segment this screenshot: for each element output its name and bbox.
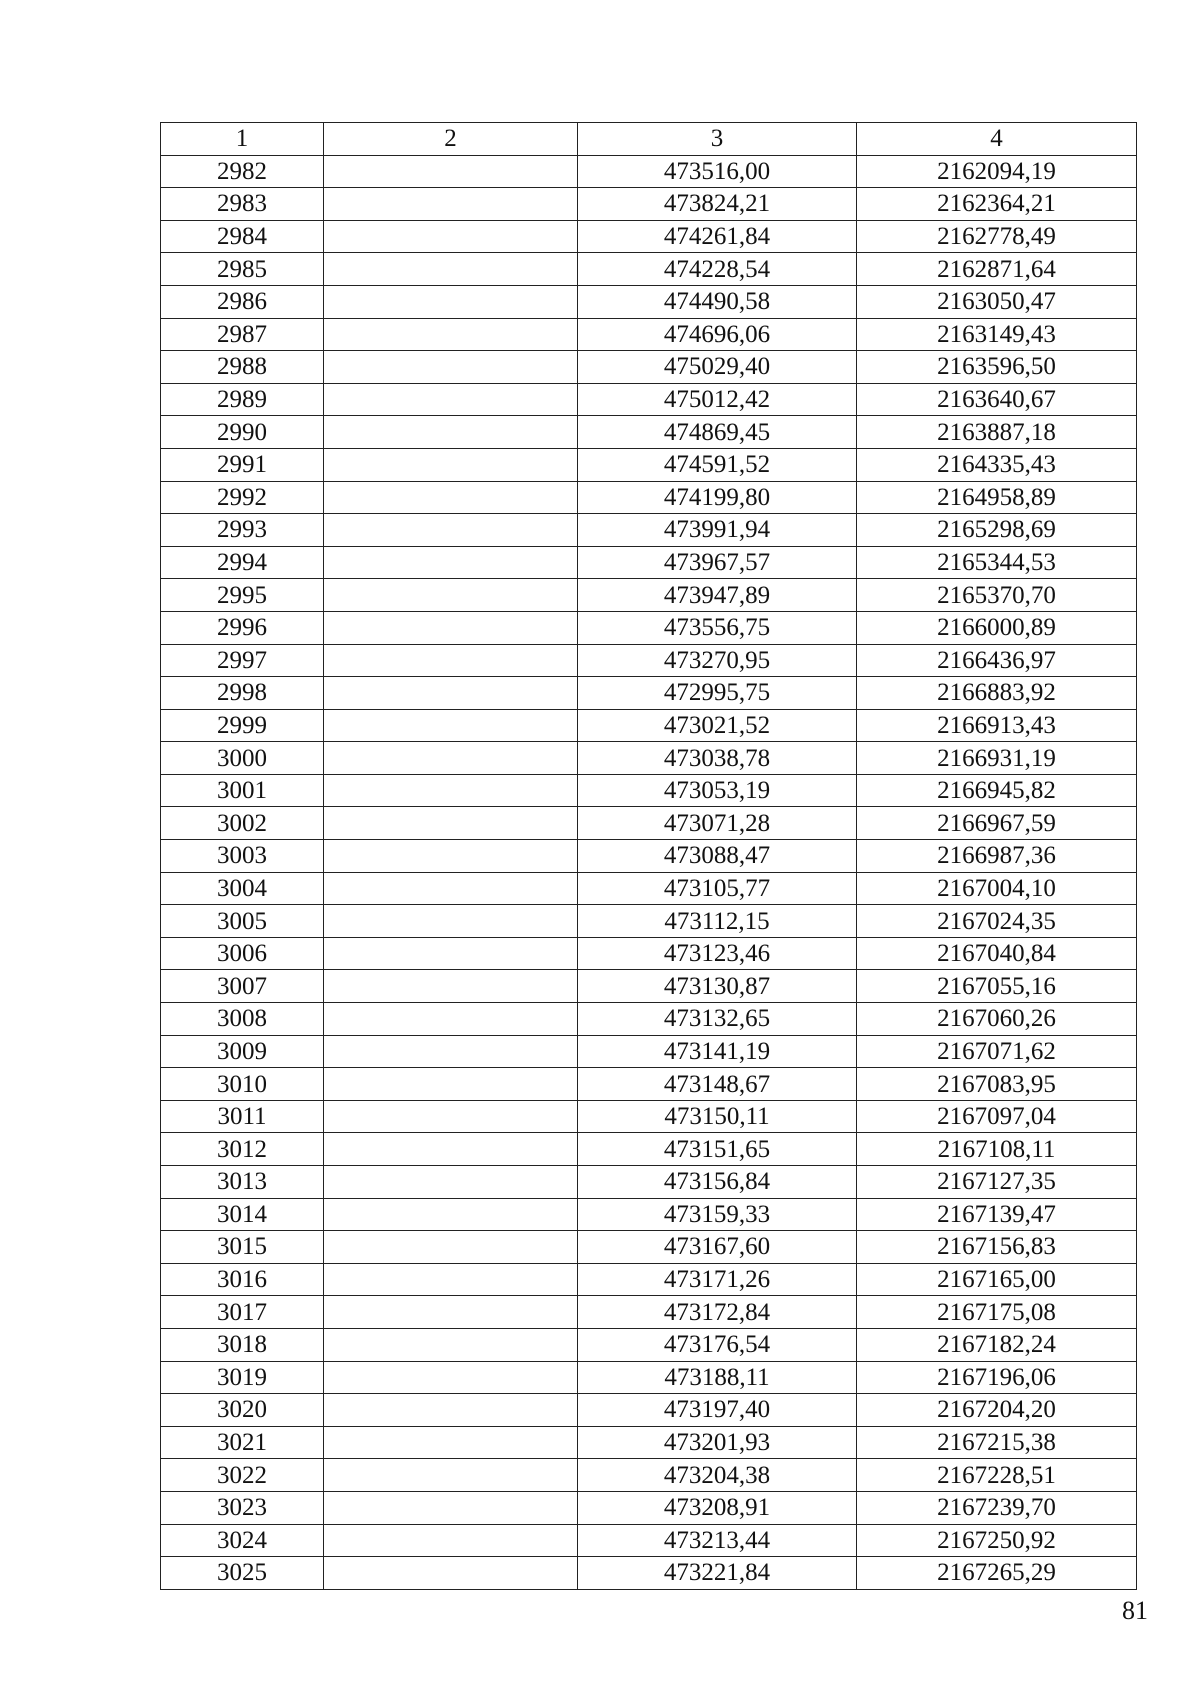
table-row [161, 840, 1137, 873]
y-coordinate-cell: 2166945,82 [857, 774, 1137, 807]
x-coordinate-cell: 473159,33 [578, 1198, 857, 1231]
point-number-cell: 3010 [161, 1068, 324, 1101]
y-coordinate-cell: 2167097,04 [857, 1100, 1137, 1133]
table-row [161, 383, 1137, 416]
x-coordinate-cell: 475029,40 [578, 351, 857, 384]
x-coordinate-cell: 474696,06 [578, 318, 857, 351]
y-coordinate-cell: 2167215,38 [857, 1426, 1137, 1459]
column-2-cell [324, 416, 578, 449]
x-coordinate-cell: 473176,54 [578, 1328, 857, 1361]
point-number-cell: 2999 [161, 709, 324, 742]
column-2-cell [324, 677, 578, 710]
y-coordinate-cell: 2167265,29 [857, 1557, 1137, 1590]
x-coordinate-cell: 473156,84 [578, 1166, 857, 1199]
y-coordinate-cell: 2167228,51 [857, 1459, 1137, 1492]
point-number-cell: 2996 [161, 611, 324, 644]
column-2-cell [324, 579, 578, 612]
column-2-cell [324, 318, 578, 351]
table-row [161, 546, 1137, 579]
y-coordinate-cell: 2166436,97 [857, 644, 1137, 677]
point-number-cell: 3008 [161, 1003, 324, 1036]
table-row [161, 1328, 1137, 1361]
point-number-cell: 3013 [161, 1166, 324, 1199]
column-2-cell [324, 285, 578, 318]
column-2-cell [324, 1003, 578, 1036]
table-row [161, 579, 1137, 612]
y-coordinate-cell: 2167004,10 [857, 872, 1137, 905]
table-row [161, 1198, 1137, 1231]
y-coordinate-cell: 2167250,92 [857, 1524, 1137, 1557]
point-number-cell: 2992 [161, 481, 324, 514]
column-2-cell [324, 1491, 578, 1524]
point-number-cell: 2991 [161, 448, 324, 481]
x-coordinate-cell: 473270,95 [578, 644, 857, 677]
x-coordinate-cell: 473132,65 [578, 1003, 857, 1036]
column-2-cell [324, 1524, 578, 1557]
table-row [161, 1394, 1137, 1427]
x-coordinate-cell: 473071,28 [578, 807, 857, 840]
x-coordinate-cell: 473208,91 [578, 1491, 857, 1524]
point-number-cell: 3022 [161, 1459, 324, 1492]
table-row [161, 351, 1137, 384]
x-coordinate-cell: 473141,19 [578, 1035, 857, 1068]
y-coordinate-cell: 2167156,83 [857, 1231, 1137, 1264]
table-row [161, 448, 1137, 481]
table-row [161, 1263, 1137, 1296]
point-number-cell: 3014 [161, 1198, 324, 1231]
x-coordinate-cell: 474261,84 [578, 220, 857, 253]
point-number-cell: 3011 [161, 1100, 324, 1133]
point-number-cell: 3025 [161, 1557, 324, 1590]
table-row [161, 742, 1137, 775]
x-coordinate-cell: 473130,87 [578, 970, 857, 1003]
table-row [161, 155, 1137, 188]
x-coordinate-cell: 473213,44 [578, 1524, 857, 1557]
point-number-cell: 2989 [161, 383, 324, 416]
column-2-cell [324, 937, 578, 970]
point-number-cell: 2987 [161, 318, 324, 351]
point-number-cell: 3001 [161, 774, 324, 807]
x-coordinate-cell: 473088,47 [578, 840, 857, 873]
point-number-cell: 3003 [161, 840, 324, 873]
column-2-cell [324, 1361, 578, 1394]
table-row [161, 1035, 1137, 1068]
x-coordinate-cell: 473150,11 [578, 1100, 857, 1133]
point-number-cell: 2994 [161, 546, 324, 579]
page-number: 81 [1122, 1596, 1148, 1625]
point-number-cell: 2982 [161, 155, 324, 188]
x-coordinate-cell: 473516,00 [578, 155, 857, 188]
y-coordinate-cell: 2167040,84 [857, 937, 1137, 970]
y-coordinate-cell: 2162778,49 [857, 220, 1137, 253]
point-number-cell: 2985 [161, 253, 324, 286]
point-number-cell: 3018 [161, 1328, 324, 1361]
column-header-1: 1 [161, 123, 324, 156]
y-coordinate-cell: 2165298,69 [857, 514, 1137, 547]
x-coordinate-cell: 473151,65 [578, 1133, 857, 1166]
x-coordinate-cell: 473991,94 [578, 514, 857, 547]
table-body [161, 155, 1137, 1589]
x-coordinate-cell: 473824,21 [578, 188, 857, 221]
point-number-cell: 3021 [161, 1426, 324, 1459]
x-coordinate-cell: 474199,80 [578, 481, 857, 514]
y-coordinate-cell: 2163149,43 [857, 318, 1137, 351]
column-2-cell [324, 351, 578, 384]
point-number-cell: 2983 [161, 188, 324, 221]
table-row [161, 253, 1137, 286]
y-coordinate-cell: 2167055,16 [857, 970, 1137, 1003]
table-row [161, 677, 1137, 710]
column-2-cell [324, 1166, 578, 1199]
point-number-cell: 3019 [161, 1361, 324, 1394]
table-row [161, 1557, 1137, 1590]
y-coordinate-cell: 2167204,20 [857, 1394, 1137, 1427]
point-number-cell: 2998 [161, 677, 324, 710]
x-coordinate-cell: 473201,93 [578, 1426, 857, 1459]
point-number-cell: 3005 [161, 905, 324, 938]
column-2-cell [324, 905, 578, 938]
y-coordinate-cell: 2165370,70 [857, 579, 1137, 612]
column-2-cell [324, 155, 578, 188]
column-2-cell [324, 1133, 578, 1166]
x-coordinate-cell: 473221,84 [578, 1557, 857, 1590]
column-2-cell [324, 253, 578, 286]
point-number-cell: 3000 [161, 742, 324, 775]
x-coordinate-cell: 475012,42 [578, 383, 857, 416]
table-row [161, 872, 1137, 905]
x-coordinate-cell: 473967,57 [578, 546, 857, 579]
column-2-cell [324, 1394, 578, 1427]
column-2-cell [324, 1328, 578, 1361]
table-row [161, 1524, 1137, 1557]
point-number-cell: 3020 [161, 1394, 324, 1427]
y-coordinate-cell: 2167165,00 [857, 1263, 1137, 1296]
table-row [161, 220, 1137, 253]
y-coordinate-cell: 2162871,64 [857, 253, 1137, 286]
table-row [161, 807, 1137, 840]
x-coordinate-cell: 473947,89 [578, 579, 857, 612]
table-row [161, 188, 1137, 221]
column-2-cell [324, 840, 578, 873]
table-row [161, 1296, 1137, 1329]
column-2-cell [324, 1231, 578, 1264]
table-row [161, 1100, 1137, 1133]
y-coordinate-cell: 2166987,36 [857, 840, 1137, 873]
x-coordinate-cell: 473123,46 [578, 937, 857, 970]
column-2-cell [324, 1035, 578, 1068]
x-coordinate-cell: 473172,84 [578, 1296, 857, 1329]
y-coordinate-cell: 2167196,06 [857, 1361, 1137, 1394]
table-row [161, 1361, 1137, 1394]
column-2-cell [324, 644, 578, 677]
column-2-cell [324, 1296, 578, 1329]
point-number-cell: 2988 [161, 351, 324, 384]
table-row [161, 481, 1137, 514]
table-row [161, 709, 1137, 742]
column-2-cell [324, 709, 578, 742]
x-coordinate-cell: 473112,15 [578, 905, 857, 938]
column-2-cell [324, 1198, 578, 1231]
point-number-cell: 2984 [161, 220, 324, 253]
table-row [161, 644, 1137, 677]
y-coordinate-cell: 2164335,43 [857, 448, 1137, 481]
table-row [161, 774, 1137, 807]
y-coordinate-cell: 2163640,67 [857, 383, 1137, 416]
y-coordinate-cell: 2167108,11 [857, 1133, 1137, 1166]
column-2-cell [324, 807, 578, 840]
table-row [161, 1166, 1137, 1199]
table-row [161, 1426, 1137, 1459]
point-number-cell: 3009 [161, 1035, 324, 1068]
column-header-4: 4 [857, 123, 1137, 156]
table-row [161, 970, 1137, 1003]
point-number-cell: 2990 [161, 416, 324, 449]
x-coordinate-cell: 474228,54 [578, 253, 857, 286]
column-2-cell [324, 611, 578, 644]
column-2-cell [324, 1068, 578, 1101]
table-row [161, 1459, 1137, 1492]
table-row [161, 514, 1137, 547]
point-number-cell: 3016 [161, 1263, 324, 1296]
point-number-cell: 3006 [161, 937, 324, 970]
point-number-cell: 3015 [161, 1231, 324, 1264]
y-coordinate-cell: 2165344,53 [857, 546, 1137, 579]
x-coordinate-cell: 473204,38 [578, 1459, 857, 1492]
column-2-cell [324, 1263, 578, 1296]
coordinates-table [160, 122, 1137, 1590]
x-coordinate-cell: 473053,19 [578, 774, 857, 807]
y-coordinate-cell: 2163050,47 [857, 285, 1137, 318]
column-2-cell [324, 872, 578, 905]
table-row [161, 1133, 1137, 1166]
column-2-cell [324, 742, 578, 775]
y-coordinate-cell: 2167182,24 [857, 1328, 1137, 1361]
point-number-cell: 2995 [161, 579, 324, 612]
column-header-2: 2 [324, 123, 578, 156]
point-number-cell: 3024 [161, 1524, 324, 1557]
table-row [161, 285, 1137, 318]
x-coordinate-cell: 473171,26 [578, 1263, 857, 1296]
column-2-cell [324, 970, 578, 1003]
y-coordinate-cell: 2166931,19 [857, 742, 1137, 775]
column-2-cell [324, 220, 578, 253]
table-row [161, 416, 1137, 449]
column-2-cell [324, 383, 578, 416]
y-coordinate-cell: 2162094,19 [857, 155, 1137, 188]
y-coordinate-cell: 2167083,95 [857, 1068, 1137, 1101]
y-coordinate-cell: 2163596,50 [857, 351, 1137, 384]
table-row [161, 611, 1137, 644]
y-coordinate-cell: 2166000,89 [857, 611, 1137, 644]
y-coordinate-cell: 2162364,21 [857, 188, 1137, 221]
x-coordinate-cell: 473167,60 [578, 1231, 857, 1264]
table-row [161, 1003, 1137, 1036]
x-coordinate-cell: 474869,45 [578, 416, 857, 449]
table-row [161, 1068, 1137, 1101]
x-coordinate-cell: 473188,11 [578, 1361, 857, 1394]
point-number-cell: 3007 [161, 970, 324, 1003]
column-2-cell [324, 1557, 578, 1590]
column-2-cell [324, 1459, 578, 1492]
y-coordinate-cell: 2167139,47 [857, 1198, 1137, 1231]
x-coordinate-cell: 474490,58 [578, 285, 857, 318]
x-coordinate-cell: 472995,75 [578, 677, 857, 710]
point-number-cell: 3004 [161, 872, 324, 905]
x-coordinate-cell: 473105,77 [578, 872, 857, 905]
x-coordinate-cell: 473038,78 [578, 742, 857, 775]
y-coordinate-cell: 2167060,26 [857, 1003, 1137, 1036]
table-row [161, 905, 1137, 938]
y-coordinate-cell: 2164958,89 [857, 481, 1137, 514]
y-coordinate-cell: 2167175,08 [857, 1296, 1137, 1329]
column-2-cell [324, 514, 578, 547]
y-coordinate-cell: 2167127,35 [857, 1166, 1137, 1199]
column-2-cell [324, 448, 578, 481]
y-coordinate-cell: 2167239,70 [857, 1491, 1137, 1524]
point-number-cell: 3012 [161, 1133, 324, 1166]
column-2-cell [324, 188, 578, 221]
x-coordinate-cell: 473197,40 [578, 1394, 857, 1427]
column-2-cell [324, 774, 578, 807]
y-coordinate-cell: 2167024,35 [857, 905, 1137, 938]
y-coordinate-cell: 2166967,59 [857, 807, 1137, 840]
x-coordinate-cell: 474591,52 [578, 448, 857, 481]
point-number-cell: 2986 [161, 285, 324, 318]
x-coordinate-cell: 473556,75 [578, 611, 857, 644]
table-row [161, 1231, 1137, 1264]
point-number-cell: 2997 [161, 644, 324, 677]
point-number-cell: 3002 [161, 807, 324, 840]
y-coordinate-cell: 2166883,92 [857, 677, 1137, 710]
x-coordinate-cell: 473021,52 [578, 709, 857, 742]
x-coordinate-cell: 473148,67 [578, 1068, 857, 1101]
table-row [161, 937, 1137, 970]
table-row [161, 318, 1137, 351]
column-header-3: 3 [578, 123, 857, 156]
column-2-cell [324, 546, 578, 579]
column-2-cell [324, 1426, 578, 1459]
y-coordinate-cell: 2163887,18 [857, 416, 1137, 449]
point-number-cell: 2993 [161, 514, 324, 547]
y-coordinate-cell: 2166913,43 [857, 709, 1137, 742]
column-2-cell [324, 481, 578, 514]
table-header-row [161, 123, 1137, 156]
y-coordinate-cell: 2167071,62 [857, 1035, 1137, 1068]
point-number-cell: 3023 [161, 1491, 324, 1524]
table-row [161, 1491, 1137, 1524]
point-number-cell: 3017 [161, 1296, 324, 1329]
column-2-cell [324, 1100, 578, 1133]
